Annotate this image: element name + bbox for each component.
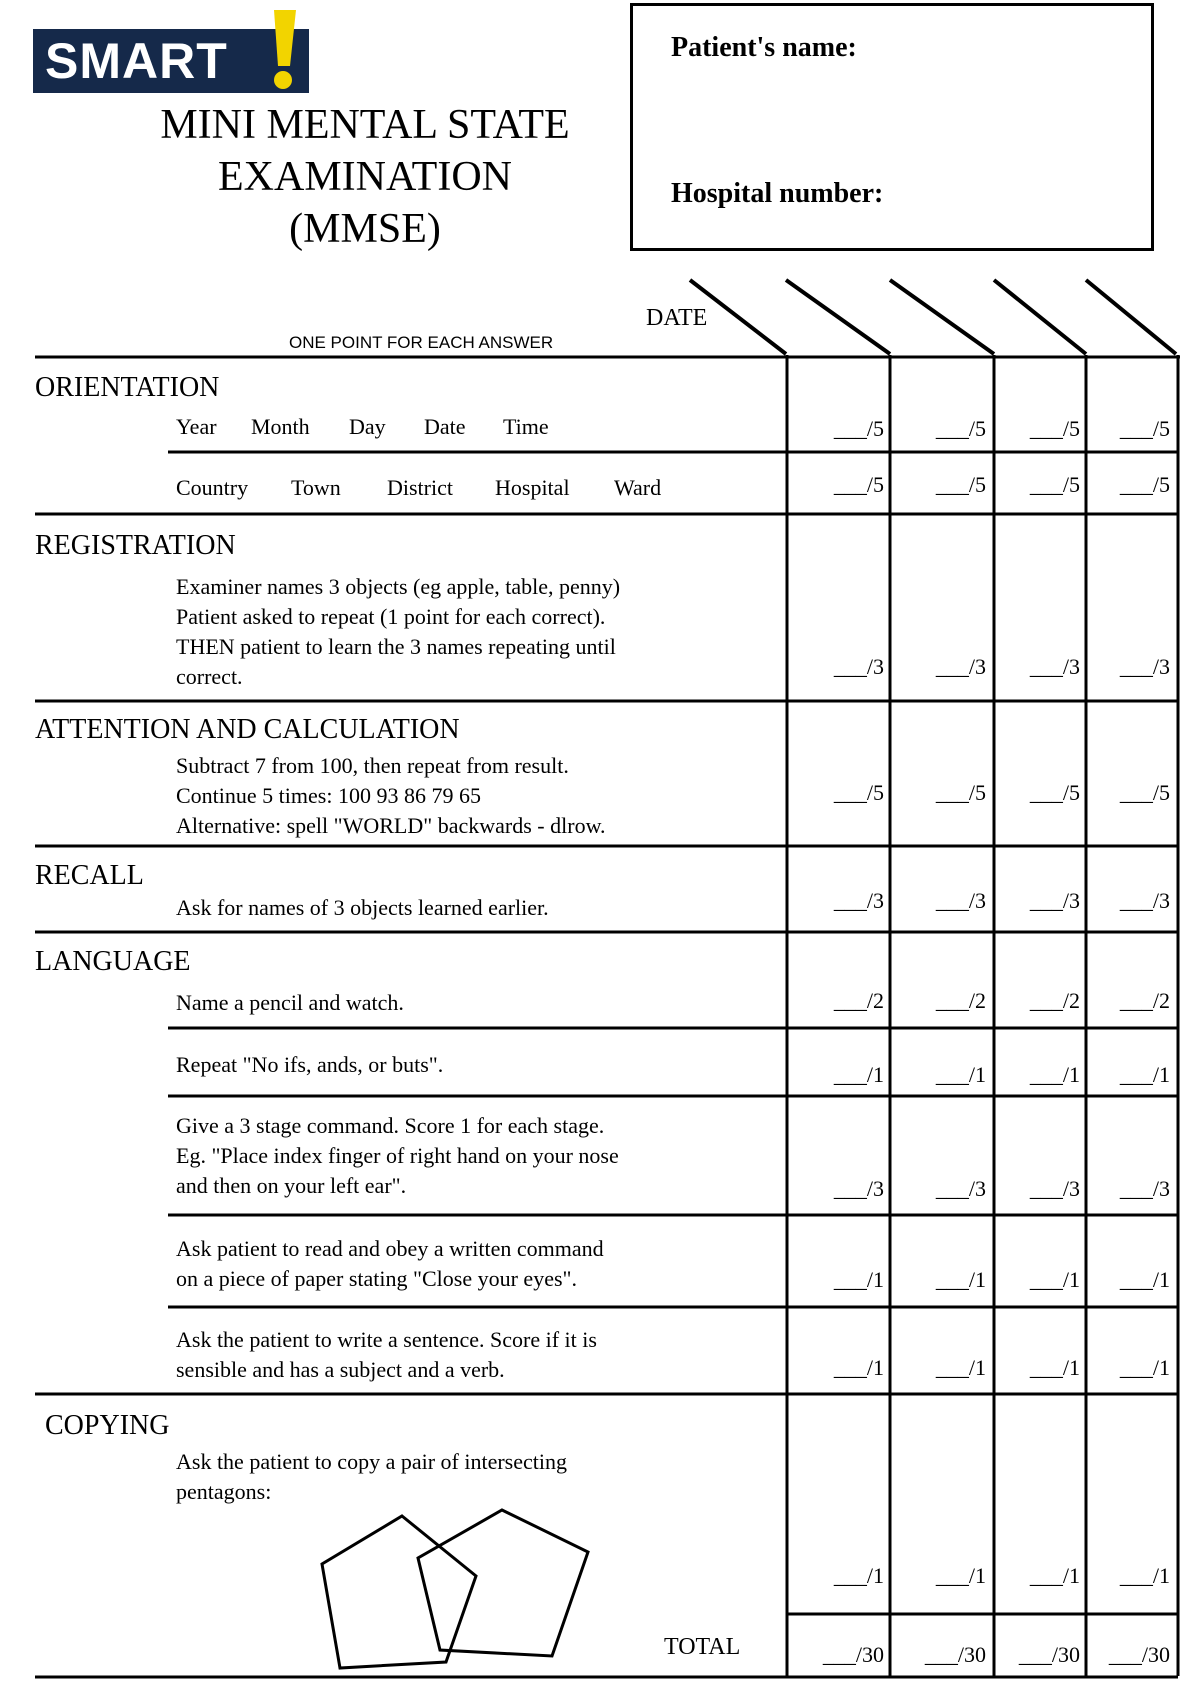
score-language-command-col-4[interactable]: ___/3	[1119, 1176, 1170, 1201]
score-attention-col-4[interactable]: ___/5	[1119, 780, 1170, 805]
language-command-line: Give a 3 stage command. Score 1 for each stage.	[176, 1113, 605, 1138]
language-read-text	[176, 1234, 776, 1294]
score-orientation-place-col-4[interactable]: ___/5	[1119, 472, 1170, 497]
title-line-2: EXAMINATION	[218, 154, 512, 200]
registration-line: correct.	[176, 664, 243, 689]
item-month: Month	[251, 414, 310, 439]
score-copying-col-3[interactable]: ___/1	[1029, 1563, 1080, 1588]
score-language-repeat-col-4[interactable]: ___/1	[1119, 1062, 1170, 1087]
intersecting-pentagons-figure	[300, 1500, 600, 1670]
score-language-read-col-3[interactable]: ___/1	[1029, 1267, 1080, 1292]
registration-line: Patient asked to repeat (1 point for each correct).	[176, 604, 606, 629]
section-orientation: ORIENTATION	[35, 372, 220, 403]
section-recall: RECALL	[35, 860, 144, 891]
score-orientation-time-col-3[interactable]: ___/5	[1029, 416, 1080, 441]
logo-text: SMART	[45, 33, 228, 89]
section-attention: ATTENTION AND CALCULATION	[35, 714, 460, 745]
score-attention-col-2[interactable]: ___/5	[935, 780, 986, 805]
score-recall-col-4[interactable]: ___/3	[1119, 888, 1170, 913]
score-language-name-col-2[interactable]: ___/2	[935, 988, 986, 1013]
score-language-write-col-1[interactable]: ___/1	[833, 1355, 884, 1380]
item-year: Year	[176, 414, 217, 439]
score-orientation-time-col-2[interactable]: ___/5	[935, 416, 986, 441]
item-date: Date	[424, 414, 466, 439]
item-town: Town	[291, 475, 341, 500]
score-language-command-col-2[interactable]: ___/3	[935, 1176, 986, 1201]
score-recall-col-3[interactable]: ___/3	[1029, 888, 1080, 913]
attention-text	[176, 751, 776, 841]
score-registration-col-2[interactable]: ___/3	[935, 654, 986, 679]
registration-text	[176, 572, 776, 692]
language-command-text	[176, 1111, 776, 1201]
score-language-name-col-1[interactable]: ___/2	[833, 988, 884, 1013]
item-ward: Ward	[614, 475, 662, 500]
copying-text	[176, 1447, 776, 1507]
language-command-line: and then on your left ear".	[176, 1173, 407, 1198]
date-label: DATE	[646, 305, 708, 331]
copying-line: Ask the patient to copy a pair of intersecting	[176, 1449, 567, 1474]
section-registration: REGISTRATION	[35, 530, 236, 561]
score-language-repeat-col-1[interactable]: ___/1	[833, 1062, 884, 1087]
language-read-line: on a piece of paper stating "Close your eyes".	[176, 1266, 578, 1291]
score-recall-col-1[interactable]: ___/3	[833, 888, 884, 913]
language-write-line: sensible and has a subject and a verb.	[176, 1357, 505, 1382]
score-total-col-4[interactable]: ___/30	[1108, 1642, 1170, 1667]
language-command-line: Eg. "Place index finger of right hand on your nose	[176, 1143, 619, 1168]
score-copying-col-4[interactable]: ___/1	[1119, 1563, 1170, 1588]
score-copying-col-1[interactable]: ___/1	[833, 1563, 884, 1588]
score-language-read-col-2[interactable]: ___/1	[935, 1267, 986, 1292]
score-registration-col-3[interactable]: ___/3	[1029, 654, 1080, 679]
score-language-repeat-col-3[interactable]: ___/1	[1029, 1062, 1080, 1087]
score-orientation-time-col-1[interactable]: ___/5	[833, 416, 884, 441]
score-language-write-col-3[interactable]: ___/1	[1029, 1355, 1080, 1380]
score-language-command-col-3[interactable]: ___/3	[1029, 1176, 1080, 1201]
score-language-read-col-1[interactable]: ___/1	[833, 1267, 884, 1292]
hospital-number-label: Hospital number:	[671, 178, 884, 209]
language-repeat-text: Repeat "No ifs, ands, or buts".	[176, 1052, 444, 1077]
total-label: TOTAL	[664, 1634, 741, 1660]
attention-line: Subtract 7 from 100, then repeat from result.	[176, 753, 569, 778]
score-language-command-col-1[interactable]: ___/3	[833, 1176, 884, 1201]
title-line-1: MINI MENTAL STATE	[160, 102, 570, 148]
score-copying-col-2[interactable]: ___/1	[935, 1563, 986, 1588]
language-name-text: Name a pencil and watch.	[176, 990, 404, 1015]
title-line-3: (MMSE)	[289, 206, 441, 252]
recall-text: Ask for names of 3 objects learned earlier.	[176, 895, 549, 920]
score-attention-col-1[interactable]: ___/5	[833, 780, 884, 805]
item-district: District	[387, 475, 453, 500]
points-label: ONE POINT FOR EACH ANSWER	[289, 333, 554, 352]
score-language-name-col-3[interactable]: ___/2	[1029, 988, 1080, 1013]
registration-line: THEN patient to learn the 3 names repeating until	[176, 634, 616, 659]
attention-line: Continue 5 times: 100 93 86 79 65	[176, 783, 481, 808]
score-language-write-col-2[interactable]: ___/1	[935, 1355, 986, 1380]
score-orientation-place-col-2[interactable]: ___/5	[935, 472, 986, 497]
score-language-read-col-4[interactable]: ___/1	[1119, 1267, 1170, 1292]
score-total-col-3[interactable]: ___/30	[1018, 1642, 1080, 1667]
score-total-col-2[interactable]: ___/30	[924, 1642, 986, 1667]
section-language: LANGUAGE	[35, 946, 191, 977]
language-write-line: Ask the patient to write a sentence. Score if it is	[176, 1327, 597, 1352]
language-read-line: Ask patient to read and obey a written command	[176, 1236, 604, 1261]
item-country: Country	[176, 475, 249, 500]
score-total-col-1[interactable]: ___/30	[822, 1642, 884, 1667]
score-registration-col-4[interactable]: ___/3	[1119, 654, 1170, 679]
item-day: Day	[349, 414, 386, 439]
copying-line: pentagons:	[176, 1479, 272, 1504]
language-write-text	[176, 1325, 776, 1385]
item-hospital: Hospital	[495, 475, 570, 500]
pentagon-right	[418, 1510, 588, 1656]
attention-line: Alternative: spell "WORLD" backwards - dlrow.	[176, 813, 606, 838]
patient-name-label: Patient's name:	[671, 32, 857, 63]
score-orientation-place-col-1[interactable]: ___/5	[833, 472, 884, 497]
item-time: Time	[503, 414, 549, 439]
score-recall-col-2[interactable]: ___/3	[935, 888, 986, 913]
score-language-write-col-4[interactable]: ___/1	[1119, 1355, 1170, 1380]
score-orientation-place-col-3[interactable]: ___/5	[1029, 472, 1080, 497]
score-language-name-col-4[interactable]: ___/2	[1119, 988, 1170, 1013]
score-language-repeat-col-2[interactable]: ___/1	[935, 1062, 986, 1087]
score-attention-col-3[interactable]: ___/5	[1029, 780, 1080, 805]
section-copying: COPYING	[45, 1410, 170, 1441]
registration-line: Examiner names 3 objects (eg apple, table, penny)	[176, 574, 621, 599]
score-registration-col-1[interactable]: ___/3	[833, 654, 884, 679]
score-orientation-time-col-4[interactable]: ___/5	[1119, 416, 1170, 441]
